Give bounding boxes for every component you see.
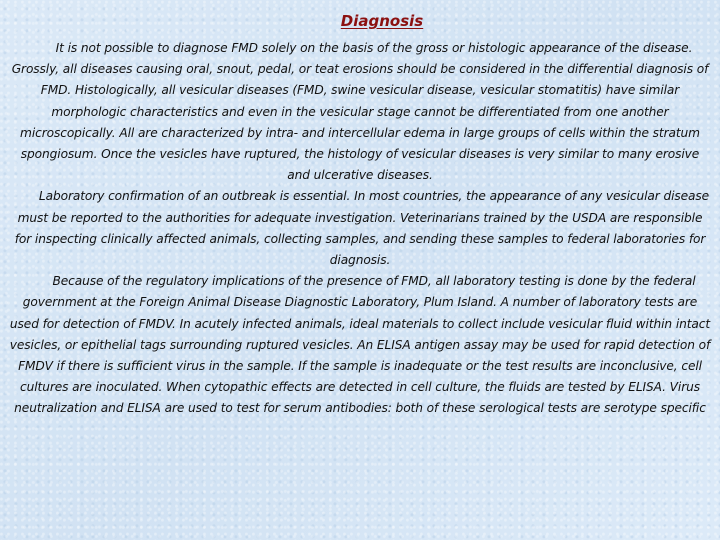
paragraph-regulatory-testing: Because of the regulatory implications of the presence of FMD, all laboratory testing is done by the federal government at the Foreign Animal Disease Diagnostic Laboratory, Plum Island. A number of laboratory tests are used for detection of FMDV. In acutely infected animals, ideal materials to collect include vesicular fluid within intact vesicles, or epithelial tags surrounding ruptured vesicles. An ELISA antigen assay may be used for rapid detection of FMDV if there is sufficient virus in the sample. If the sample is inadequate or the test results are inconclusive, cell cultures are inoculated. When cytopathic effects are detected in cell culture, the fluids are tested by ELISA. Virus neutralization and ELISA are used to test for serum antibodies: both of these serological tests are serotype specific — [9, 274, 711, 416]
paragraph-diagnosis-overview: It is not possible to diagnose FMD solely on the basis of the gross or histologic appearance of the disease. Grossly, all diseases causing oral, snout, pedal, or teat erosions should be considered in the differential diagnosis of FMD. Histologically, all vesicular diseases (FMD, swine vesicular disease, vesicular stomatitis) have similar morphologic characteristics and even in the vesicular stage cannot be differentiated from one another microscopically. All are characterized by intra- and intercellular edema in large groups of cells within the stratum spongiosum. Once the vesicles have ruptured, the histology of vesicular diseases is very similar to many erosive and ulcerative diseases. — [11, 41, 709, 183]
slide-title: Diagnosis — [340, 12, 424, 30]
slide-body — [8, 38, 712, 420]
paragraph-laboratory-confirmation: Laboratory confirmation of an outbreak is essential. In most countries, the appearance of any vesicular disease must be reported to the authorities for adequate investigation. Veterinarians trained by the USDA are responsible for inspecting clinically affected animals, collecting samples, and sending these samples to federal laboratories for diagnosis. — [14, 189, 710, 268]
